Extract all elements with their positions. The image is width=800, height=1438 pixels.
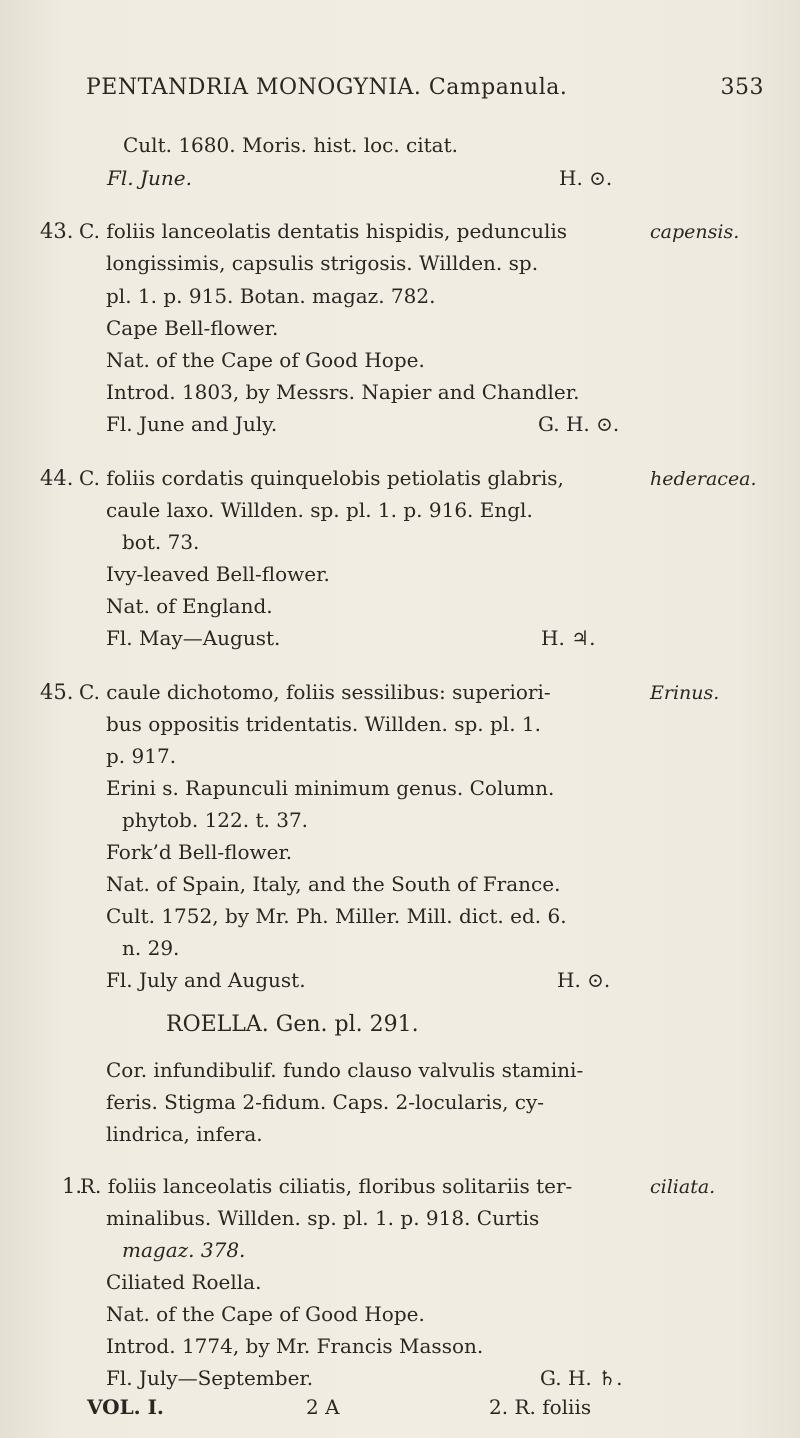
text-line: Fl. June and July. (106, 412, 278, 436)
text-line: p. 917. (106, 744, 177, 768)
entry-number: 44. (40, 466, 74, 490)
text-line: Fl. June. (107, 166, 192, 190)
text-line: Erini s. Rapunculi minimum genus. Column. (106, 776, 555, 800)
text-line: Cape Bell-flower. (106, 316, 279, 340)
text-line: H. ⊙. (559, 166, 613, 190)
text-line: Nat. of the Cape of Good Hope. (106, 348, 425, 372)
text-line: longissimis, capsulis strigosis. Willden. sp. (106, 251, 539, 275)
species-name: hederacea. (650, 468, 757, 490)
page-number: 353 (720, 75, 764, 100)
text-line: R. foliis lanceolatis ciliatis, floribus solitariis ter- (80, 1174, 573, 1198)
text-line: Fl. July—September. (106, 1366, 314, 1390)
text-line: Fl. July and August. (106, 968, 306, 992)
species-name: capensis. (650, 221, 740, 243)
text-line: Cult. 1680. Moris. hist. loc. citat. (123, 133, 458, 157)
text-line: Cult. 1752, by Mr. Ph. Miller. Mill. dict. ed. 6. (106, 904, 567, 928)
text-line: Fl. May—August. (106, 626, 281, 650)
text-line: Introd. 1803, by Messrs. Napier and Chandler. (106, 380, 580, 404)
text-line: n. 29. (122, 936, 180, 960)
text-line: Cor. infundibulif. fundo clauso valvulis stamini- (106, 1058, 584, 1082)
text-line: lindrica, infera. (106, 1122, 263, 1146)
text-line: bot. 73. (122, 530, 200, 554)
catchword: 2. R. foliis (489, 1395, 592, 1419)
text-line: bus oppositis tridentatis. Willden. sp. pl. 1. (106, 712, 541, 736)
species-name: ciliata. (650, 1176, 716, 1198)
running-header (86, 75, 764, 100)
header-title: PENTANDRIA MONOGYNIA. Campanula. (86, 75, 568, 100)
text-line: Nat. of the Cape of Good Hope. (106, 1302, 425, 1326)
text-line: Ciliated Roella. (106, 1270, 262, 1294)
text-line: Nat. of England. (106, 594, 273, 618)
text-line: Fork’d Bell-flower. (106, 840, 293, 864)
text-line: pl. 1. p. 915. Botan. magaz. 782. (106, 284, 436, 308)
text-line: magaz. 378. (122, 1238, 246, 1262)
text-line: caule laxo. Willden. sp. pl. 1. p. 916. Engl. (106, 498, 533, 522)
text-line: phytob. 122. t. 37. (122, 808, 309, 832)
gathering-signature: 2 A (306, 1395, 340, 1419)
text-line: H. ♃. (541, 626, 596, 650)
text-line: C. foliis lanceolatis dentatis hispidis, pedunculis (79, 219, 568, 243)
text-line: G. H. ⊙. (538, 412, 620, 436)
text-line: H. ⊙. (557, 968, 611, 992)
text-line: C. caule dichotomo, foliis sessilibus: superiori- (79, 680, 551, 704)
entry-number: 45. (40, 680, 74, 704)
text-line: Ivy-leaved Bell-flower. (106, 562, 330, 586)
species-name: Erinus. (650, 682, 720, 704)
genus-heading: ROELLA. Gen. pl. 291. (166, 1012, 419, 1037)
text-line: minalibus. Willden. sp. pl. 1. p. 918. Curtis (106, 1206, 540, 1230)
text-line: G. H. ♄. (540, 1366, 623, 1390)
text-line: C. foliis cordatis quinquelobis petiolatis glabris, (79, 466, 564, 490)
text-line: feris. Stigma 2-fidum. Caps. 2-locularis, cy- (106, 1090, 545, 1114)
text-line: Nat. of Spain, Italy, and the South of France. (106, 872, 561, 896)
text-line: Introd. 1774, by Mr. Francis Masson. (106, 1334, 484, 1358)
volume-signature: VOL. I. (87, 1395, 164, 1419)
entry-number: 1. (62, 1174, 83, 1198)
entry-number: 43. (40, 219, 74, 243)
